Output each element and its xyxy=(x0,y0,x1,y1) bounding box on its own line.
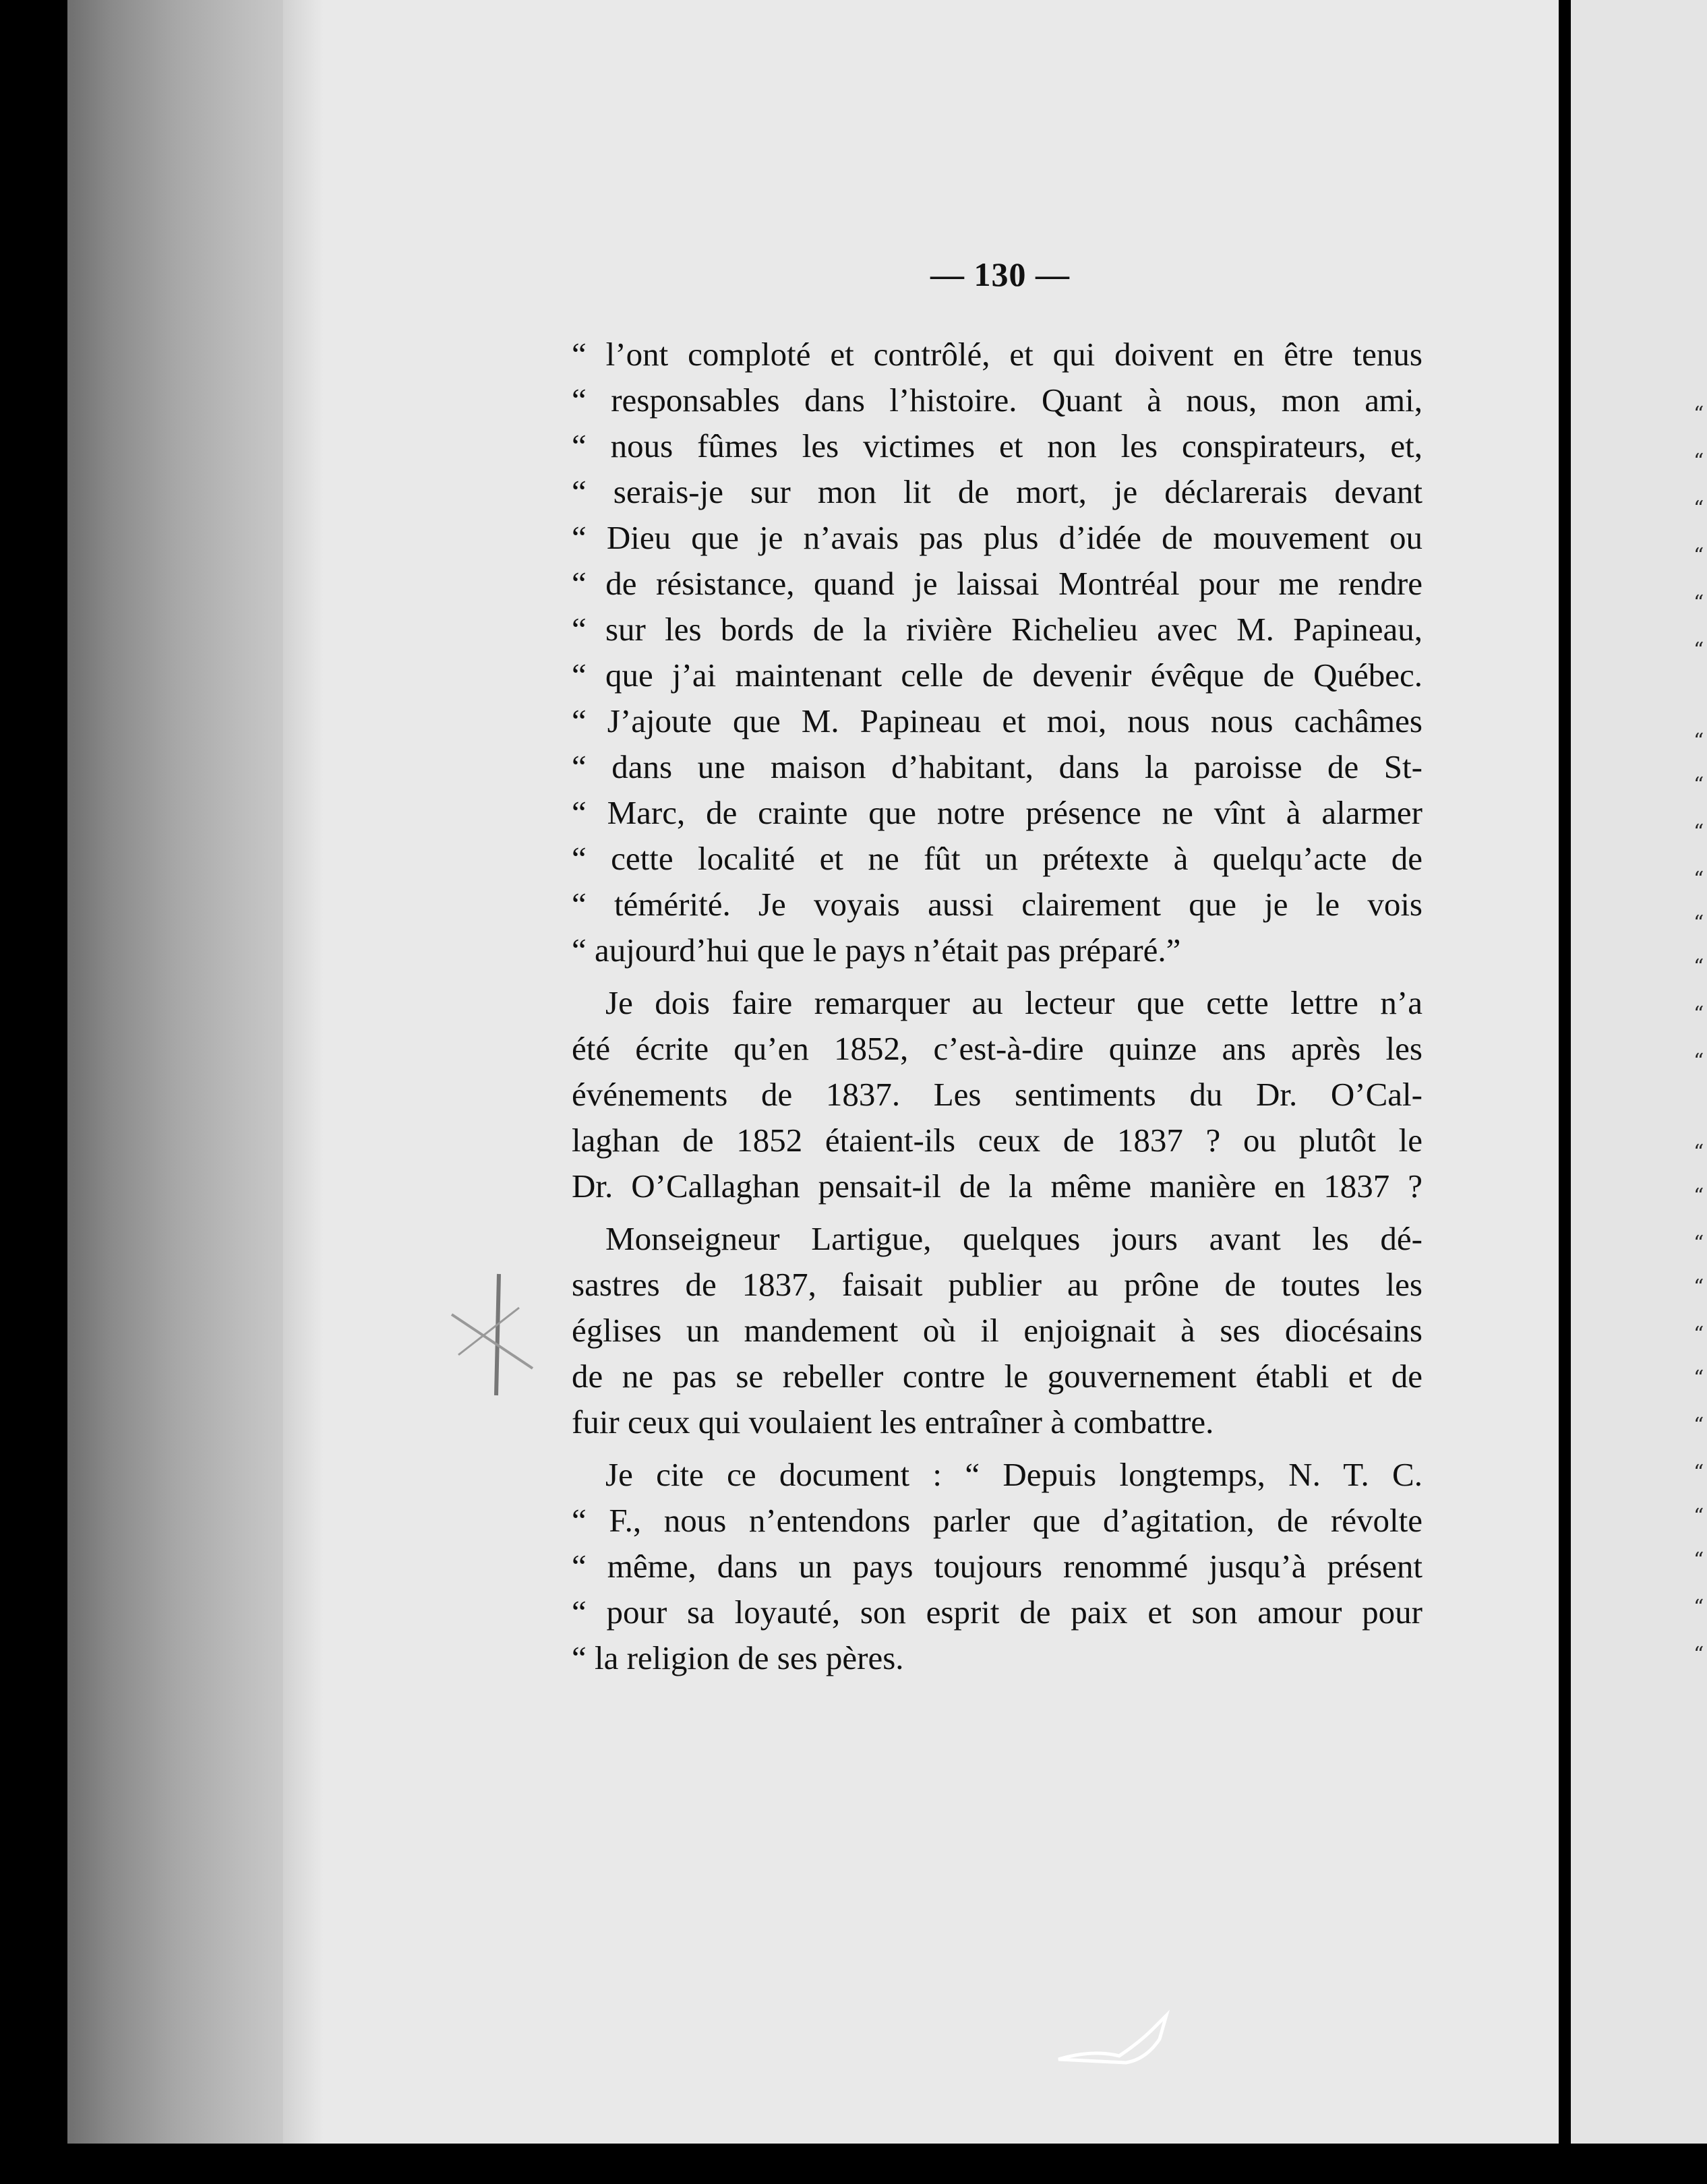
text-line: “ J’ajoute que M. Papineau et moi, nous nous cachâmes xyxy=(572,702,1422,739)
paragraph-gap xyxy=(572,1445,1422,1452)
text-line: “ la religion de ses pères. xyxy=(572,1639,904,1676)
text-line: “ Marc, de crainte que notre présence ne vînt à alarmer xyxy=(572,794,1422,831)
adjacent-quote-glyph: “ xyxy=(1694,544,1704,568)
text-line: “ responsables dans l’histoire. Quant à nous, mon ami, xyxy=(572,382,1422,419)
text-line: Dr. O’Callaghan pensait-il de la même manière en 1837 ? xyxy=(572,1167,1422,1205)
text-line: fuir ceux qui voulaient les entraîner à combattre. xyxy=(572,1403,1214,1440)
text-line: “ aujourd’hui que le pays n’était pas préparé.” xyxy=(572,932,1181,969)
adjacent-quote-glyph: “ xyxy=(1694,1414,1704,1437)
adjacent-quote-glyph: “ xyxy=(1694,1505,1704,1528)
adjacent-quote-glyph: “ xyxy=(1694,820,1704,844)
adjacent-quote-glyph: “ xyxy=(1694,1275,1704,1299)
adjacent-quote-glyph: “ xyxy=(1694,591,1704,615)
text-line: de ne pas se rebeller contre le gouvernement établi et de xyxy=(572,1358,1422,1395)
text-line: “ de résistance, quand je laissai Montréal pour me rendre xyxy=(572,565,1422,602)
text-line: “ Dieu que je n’avais pas plus d’idée de mouvement ou xyxy=(572,519,1422,556)
adjacent-quote-glyph: “ xyxy=(1694,1596,1704,1619)
adjacent-quote-glyph: “ xyxy=(1694,1548,1704,1572)
text-line: “ sur les bords de la rivière Richelieu avec M. Papineau, xyxy=(572,611,1422,648)
adjacent-page-edge xyxy=(1571,0,1707,2144)
text-line: “ serais-je sur mon lit de mort, je déclarerais devant xyxy=(572,473,1422,510)
text-line: sastres de 1837, faisait publier au prône de toutes les xyxy=(572,1266,1422,1303)
adjacent-quote-glyph: “ xyxy=(1694,729,1704,753)
paragraph-lartigue xyxy=(572,1216,1422,1445)
text-line: “ l’ont comploté et contrôlé, et qui doivent en être tenus xyxy=(572,336,1422,373)
paragraph-remark xyxy=(572,980,1422,1209)
text-line: églises un mandement où il enjoignait à ses diocésains xyxy=(572,1312,1422,1349)
text-line: Je dois faire remarquer au lecteur que cette lettre n’a xyxy=(605,984,1422,1021)
text-line: “ que j’ai maintenant celle de devenir évêque de Québec. xyxy=(572,657,1422,694)
adjacent-quote-glyph: “ xyxy=(1694,1366,1704,1390)
text-line: “ cette localité et ne fût un prétexte à quelqu’acte de xyxy=(572,840,1422,877)
adjacent-quote-glyph: “ xyxy=(1694,1050,1704,1073)
paragraph-gap xyxy=(572,1209,1422,1216)
body-text xyxy=(572,332,1422,1681)
text-line: “ dans une maison d’habitant, dans la paroisse de St- xyxy=(572,748,1422,785)
adjacent-quote-glyph: “ xyxy=(1694,450,1704,473)
adjacent-quote-glyph: “ xyxy=(1694,1232,1704,1255)
text-line: “ pour sa loyauté, son esprit de paix et son amour pour xyxy=(572,1594,1422,1631)
adjacent-quote-glyph: “ xyxy=(1694,1141,1704,1164)
adjacent-quote-glyph: “ xyxy=(1694,1184,1704,1208)
adjacent-quote-glyph: “ xyxy=(1694,911,1704,935)
text-line: “ F., nous n’entendons parler que d’agitation, de révolte xyxy=(572,1502,1422,1539)
adjacent-quote-glyph: “ xyxy=(1694,1643,1704,1666)
paragraph-gap xyxy=(572,973,1422,980)
gutter-shadow xyxy=(283,0,324,2144)
text-line: été écrite qu’en 1852, c’est-à-dire quinze ans après les xyxy=(572,1030,1422,1067)
adjacent-quote-glyph: “ xyxy=(1694,1323,1704,1346)
adjacent-quote-glyph: “ xyxy=(1694,1002,1704,1026)
text-line: “ même, dans un pays toujours renommé jusqu’à présent xyxy=(572,1548,1422,1585)
adjacent-quote-glyph: “ xyxy=(1694,402,1704,426)
text-line: Monseigneur Lartigue, quelques jours avant les dé- xyxy=(605,1220,1422,1257)
paragraph-quote-continuation xyxy=(572,332,1422,973)
page-number-header: — 130 — xyxy=(930,255,1070,293)
page-stack-edge xyxy=(67,0,283,2144)
text-line: Je cite ce document : “ Depuis longtemps, N. T. C. xyxy=(605,1456,1422,1493)
adjacent-quote-glyph: “ xyxy=(1694,638,1704,662)
text-line: “ nous fûmes les victimes et non les conspirateurs, et, xyxy=(572,427,1422,464)
paragraph-document-citation xyxy=(572,1452,1422,1681)
text-line: “ témérité. Je voyais aussi clairement que je le vois xyxy=(572,886,1422,923)
adjacent-quote-glyph: “ xyxy=(1694,1461,1704,1484)
adjacent-quote-glyph: “ xyxy=(1694,955,1704,979)
adjacent-quote-glyph: “ xyxy=(1694,773,1704,797)
text-line: événements de 1837. Les sentiments du Dr. O’Cal- xyxy=(572,1076,1422,1113)
adjacent-quote-glyph: “ xyxy=(1694,868,1704,891)
adjacent-quote-glyph: “ xyxy=(1694,497,1704,520)
text-line: laghan de 1852 étaient-ils ceux de 1837 ? ou plutôt le xyxy=(572,1122,1422,1159)
